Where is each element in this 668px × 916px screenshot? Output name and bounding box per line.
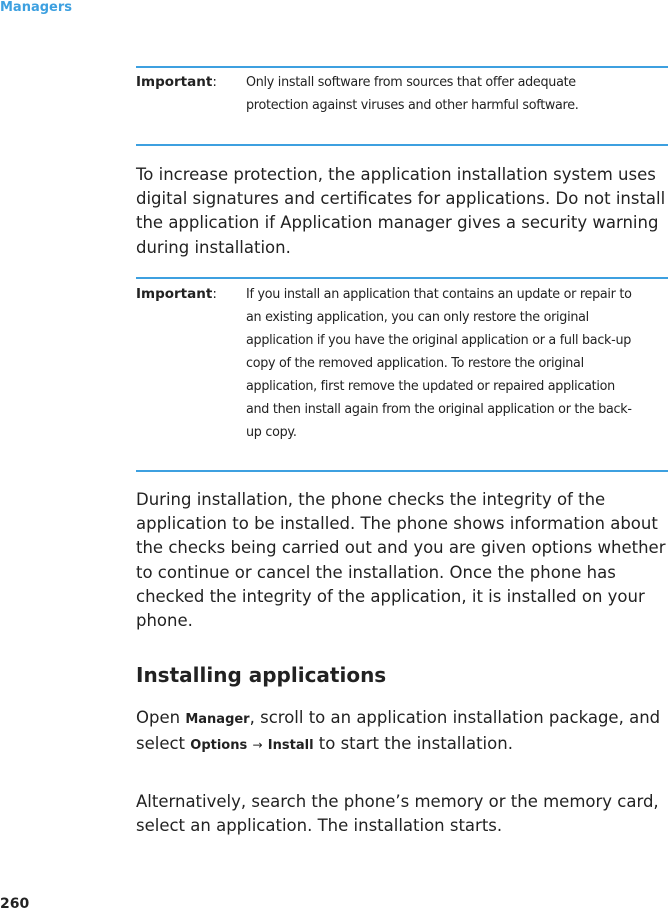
instruction-text: to start the installation. — [313, 734, 513, 754]
important-note — [136, 66, 668, 146]
install-menu-term: Install — [267, 738, 314, 754]
note-label — [136, 71, 246, 93]
page-number: 260 — [0, 896, 30, 912]
note-label-text: Important — [136, 286, 213, 302]
note-text: Only install software from sources that offer adequate protection against viruses and other harmful software. — [246, 74, 579, 113]
instruction-text: , scroll to an application installation package, and select — [136, 708, 661, 754]
instruction-text: Open — [136, 708, 186, 727]
alternative-paragraph: Alternatively, search the phone’s memory or the memory card, select an application. The installation starts. — [136, 792, 659, 836]
note-label-text: Important — [136, 74, 213, 90]
important-note — [136, 277, 668, 472]
integrity-paragraph: During installation, the phone checks the integrity of the application to be installed. The phone shows information about the checks being carried out and you are given options whether to continue or cancel the installation. Once the phone has checked the integrity of the application, it is installed on your phone. — [136, 490, 666, 631]
note-text: If you install an application that contains an update or repair to an existing application, you can only restore the original application if you have the original application or a full back-up copy of the removed application. To restore the original application, first remove the updated or repaired application and then install again from the original application or the back-up copy. — [246, 286, 632, 440]
note-label-colon: : — [212, 74, 217, 90]
arrow-right-icon: → — [252, 738, 263, 753]
options-menu-term: Options — [190, 738, 248, 754]
manager-menu-term: Manager — [185, 712, 250, 727]
section-header: Managers — [0, 0, 73, 15]
note-label — [136, 283, 246, 305]
note-label-colon: : — [212, 286, 217, 302]
section-heading: Installing applications — [136, 663, 387, 687]
protection-paragraph: To increase protection, the application installation system uses digital signatures and certificates for applications. Do not install the application if Application manager gives a security warning during installation. — [136, 165, 666, 257]
install-instructions — [136, 706, 668, 758]
